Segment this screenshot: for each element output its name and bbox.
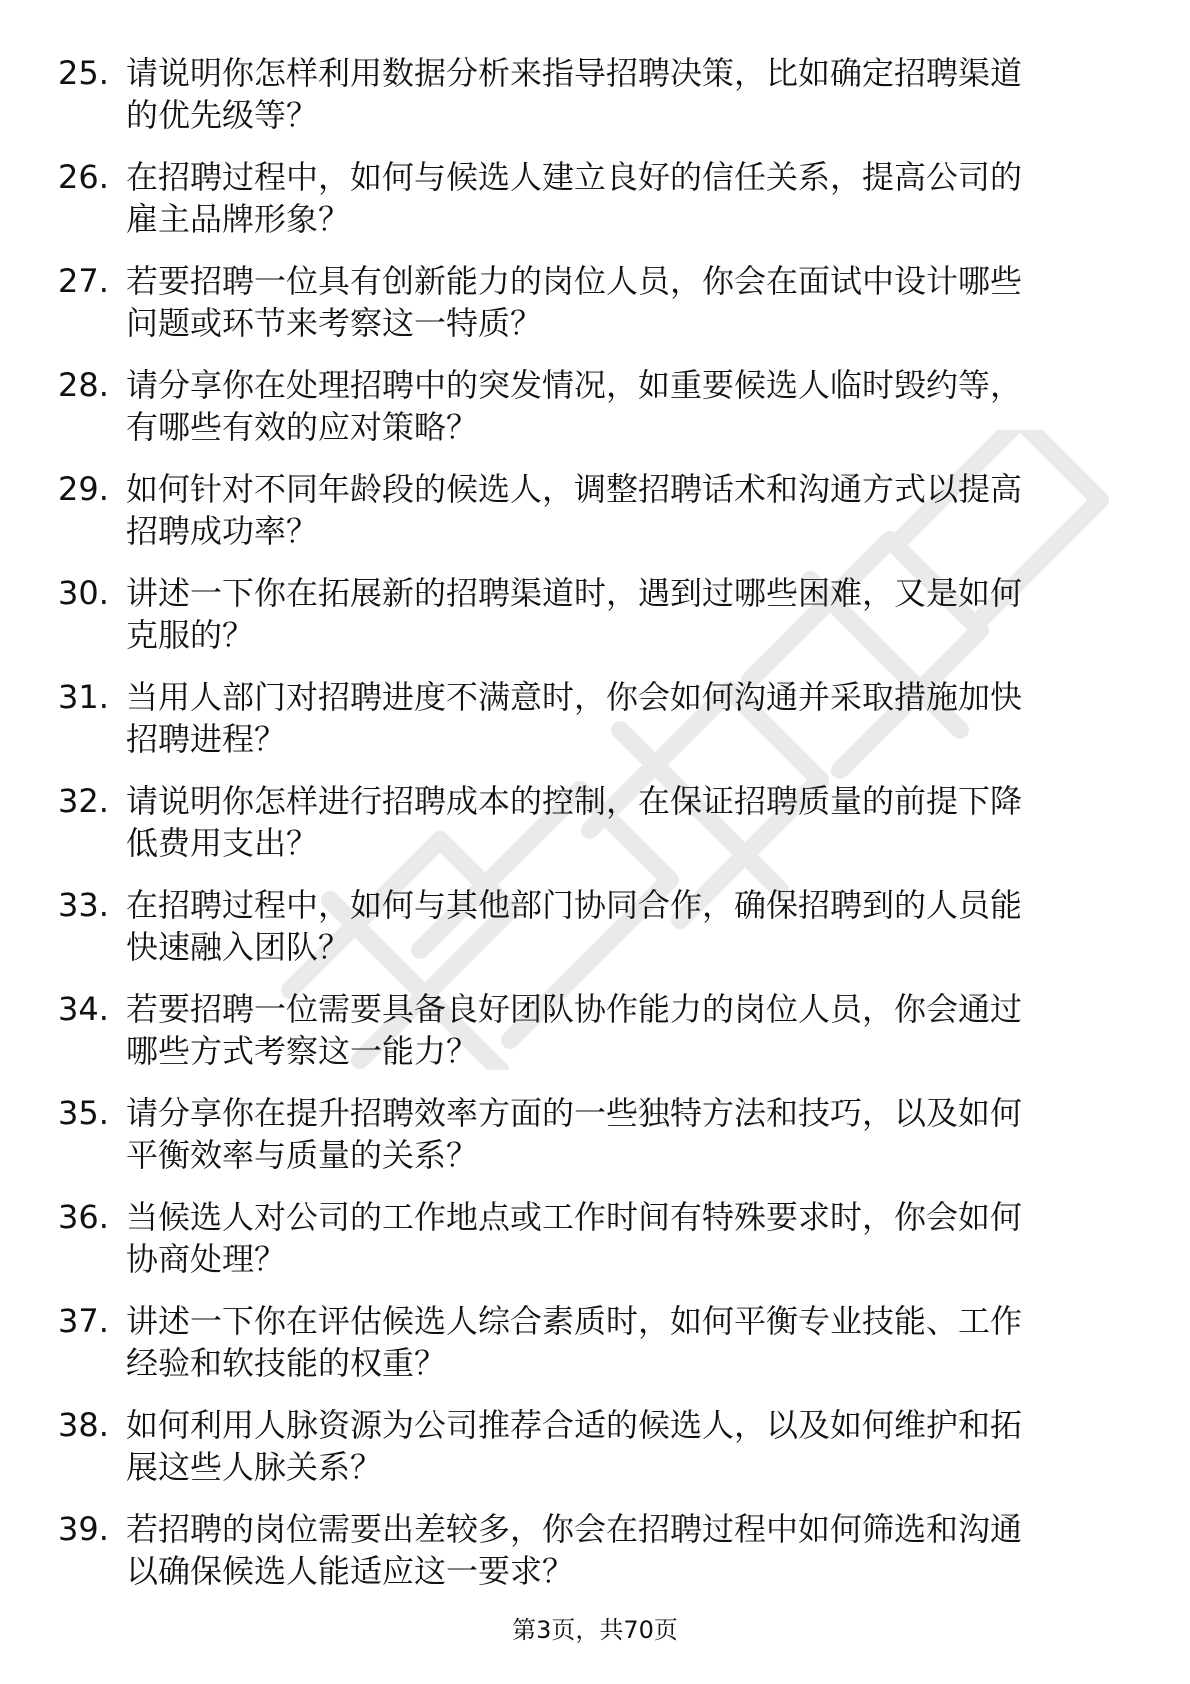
- question-item: [58, 1196, 1118, 1300]
- question-item: [58, 572, 1118, 676]
- question-text: 若要招聘一位需要具备良好团队协作能力的岗位人员，你会通过 哪些方式考察这一能力？: [126, 990, 1023, 1070]
- question-item: [58, 780, 1118, 884]
- question-list: [58, 52, 1118, 1612]
- question-number: 33.: [58, 886, 109, 924]
- page-number-footer: 第3页，共70页: [512, 1616, 678, 1644]
- question-number: 30.: [58, 574, 109, 612]
- question-text: 在招聘过程中，如何与候选人建立良好的信任关系，提高公司的 雇主品牌形象？: [126, 158, 1023, 238]
- question-text: 当候选人对公司的工作地点或工作时间有特殊要求时，你会如何 协商处理？: [126, 1198, 1023, 1278]
- question-number: 36.: [58, 1198, 109, 1236]
- question-number: 32.: [58, 782, 109, 820]
- question-number: 38.: [58, 1406, 109, 1444]
- question-text: 若要招聘一位具有创新能力的岗位人员，你会在面试中设计哪些 问题或环节来考察这一特质？: [126, 262, 1023, 342]
- question-text: 讲述一下你在评估候选人综合素质时，如何平衡专业技能、工作 经验和软技能的权重？: [126, 1302, 1023, 1382]
- question-text: 当用人部门对招聘进度不满意时，你会如何沟通并采取措施加快 招聘进程？: [126, 678, 1023, 758]
- question-item: [58, 52, 1118, 156]
- question-text: 如何针对不同年龄段的候选人，调整招聘话术和沟通方式以提高 招聘成功率？: [126, 470, 1023, 550]
- question-item: [58, 156, 1118, 260]
- question-item: [58, 364, 1118, 468]
- question-text: 讲述一下你在拓展新的招聘渠道时，遇到过哪些困难，又是如何 克服的？: [126, 574, 1023, 654]
- question-item: [58, 1404, 1118, 1508]
- question-number: 25.: [58, 54, 109, 92]
- question-item: [58, 1092, 1118, 1196]
- question-number: 29.: [58, 470, 109, 508]
- question-text: 若招聘的岗位需要出差较多，你会在招聘过程中如何筛选和沟通 以确保候选人能适应这一要求？: [126, 1510, 1023, 1590]
- question-item: [58, 884, 1118, 988]
- question-item: [58, 1508, 1118, 1612]
- question-number: 34.: [58, 990, 109, 1028]
- question-item: [58, 1300, 1118, 1404]
- question-text: 请分享你在处理招聘中的突发情况，如重要候选人临时毁约等， 有哪些有效的应对策略？: [126, 366, 1023, 446]
- question-text: 请分享你在提升招聘效率方面的一些独特方法和技巧，以及如何 平衡效率与质量的关系？: [126, 1094, 1023, 1174]
- question-item: [58, 988, 1118, 1092]
- question-number: 31.: [58, 678, 109, 716]
- question-number: 35.: [58, 1094, 109, 1132]
- question-number: 26.: [58, 158, 109, 196]
- question-text: 在招聘过程中，如何与其他部门协同合作，确保招聘到的人员能 快速融入团队？: [126, 886, 1023, 966]
- question-text: 如何利用人脉资源为公司推荐合适的候选人，以及如何维护和拓 展这些人脉关系？: [126, 1406, 1023, 1486]
- question-number: 39.: [58, 1510, 109, 1548]
- question-text: 请说明你怎样利用数据分析来指导招聘决策，比如确定招聘渠道 的优先级等？: [126, 54, 1023, 134]
- question-item: [58, 676, 1118, 780]
- question-text: 请说明你怎样进行招聘成本的控制，在保证招聘质量的前提下降 低费用支出？: [126, 782, 1023, 862]
- question-number: 27.: [58, 262, 109, 300]
- question-item: [58, 468, 1118, 572]
- question-number: 37.: [58, 1302, 109, 1340]
- question-item: [58, 260, 1118, 364]
- question-number: 28.: [58, 366, 109, 404]
